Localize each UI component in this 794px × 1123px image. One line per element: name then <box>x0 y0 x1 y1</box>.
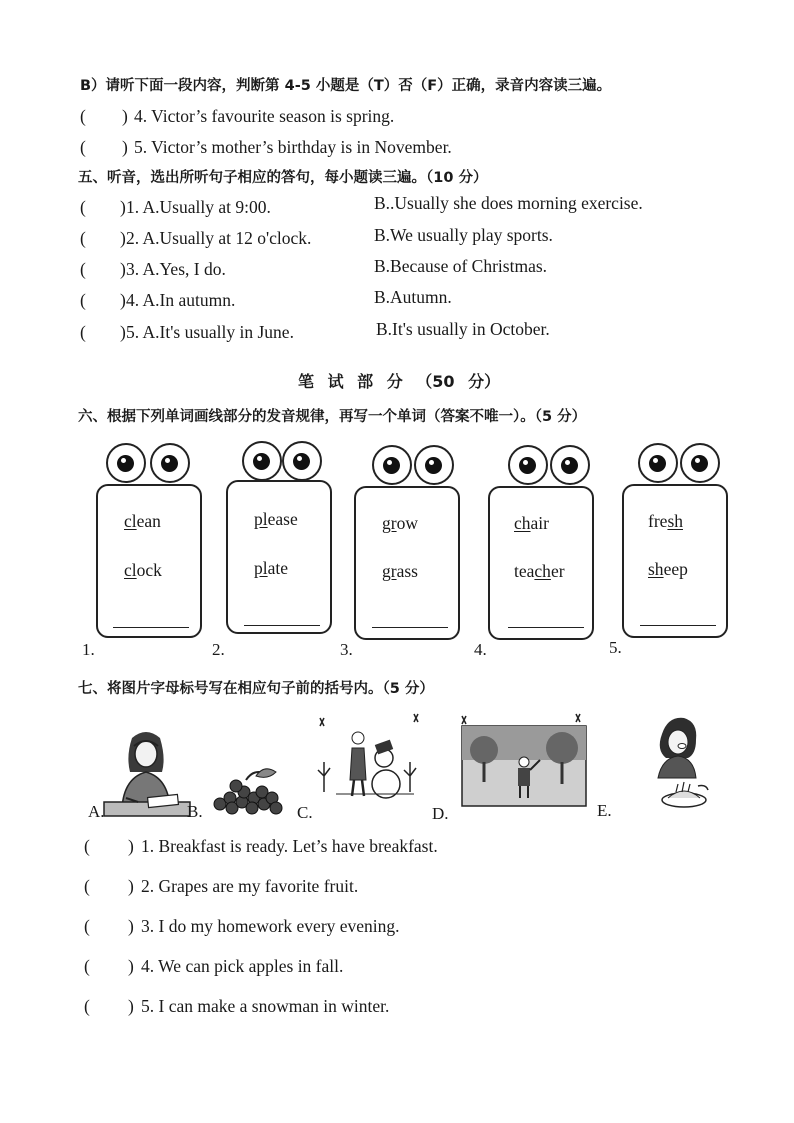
underlined-letters: pl <box>254 509 268 529</box>
eye-icon <box>508 445 548 485</box>
statement-text: 4. Victor’s favourite season is spring. <box>134 106 395 126</box>
answer-paren-close: ) <box>128 916 134 936</box>
answer-blank[interactable] <box>113 627 189 628</box>
card-number: 4. <box>474 640 487 659</box>
answer-paren-open: ( <box>80 290 86 310</box>
word-card <box>226 480 332 634</box>
underlined-letters: pl <box>254 558 268 578</box>
answer-paren-close: ) <box>128 996 134 1016</box>
answer-paren-close: ) <box>128 956 134 976</box>
grapes-picture <box>206 766 290 816</box>
example-word: chair <box>514 513 549 533</box>
eye-icon <box>372 445 412 485</box>
eye-icon <box>638 443 678 483</box>
answer-paren-open: ( <box>80 197 86 217</box>
picking-apples-picture <box>458 712 590 810</box>
eye-icon <box>414 445 454 485</box>
card-number: 3. <box>340 640 353 659</box>
picture-letter-d: D. <box>432 804 449 823</box>
eye-icon <box>242 441 282 481</box>
option-b: B.Autumn. <box>374 287 452 307</box>
underlined-letters: ch <box>534 561 551 581</box>
option-a: 1. A.Usually at 9:00. <box>126 197 271 217</box>
underlined-letters: ch <box>514 513 531 533</box>
answer-paren-open: ( <box>80 259 86 279</box>
example-word: grow <box>382 513 418 533</box>
option-a: 2. A.Usually at 12 o'clock. <box>126 228 312 248</box>
answer-paren-close: ) <box>122 137 128 157</box>
eye-icon <box>106 443 146 483</box>
option-a: 3. A.Yes, I do. <box>126 259 226 279</box>
answer-paren-open: ( <box>84 996 90 1016</box>
answer-paren-close: ) <box>128 836 134 856</box>
underlined-letters: gr <box>382 561 397 581</box>
eye-icon <box>680 443 720 483</box>
underlined-letters: cl <box>124 560 137 580</box>
example-word: plate <box>254 558 289 578</box>
answer-paren-close: ) <box>120 322 126 342</box>
example-word: teacher <box>514 561 565 581</box>
sentence-text: 4. We can pick apples in fall. <box>141 956 344 976</box>
example-word: clean <box>124 511 161 531</box>
picture-letter-b: B. <box>187 802 203 821</box>
answer-paren-close: ) <box>120 228 126 248</box>
answer-paren-close: ) <box>128 876 134 896</box>
answer-paren-open: ( <box>80 106 86 126</box>
section-4b-heading: B）请听下面一段内容，判断第 4-5 小题是（T）否（F）正确，录音内容读三遍。 <box>80 78 612 94</box>
answer-paren-close: ) <box>120 290 126 310</box>
answer-paren-open: ( <box>84 836 90 856</box>
underlined-letters: sh <box>667 511 683 531</box>
underlined-letters: cl <box>124 511 137 531</box>
picture-letter-e: E. <box>597 801 612 820</box>
snowman-picture <box>314 712 432 804</box>
statement-text: 5. Victor’s mother’s birthday is in November. <box>134 137 452 157</box>
answer-paren-close: ) <box>120 197 126 217</box>
option-b: B.Because of Christmas. <box>374 256 548 276</box>
sentence-text: 5. I can make a snowman in winter. <box>141 996 390 1016</box>
sentence-text: 1. Breakfast is ready. Let’s have breakfast. <box>141 836 438 856</box>
example-word: fresh <box>648 511 683 531</box>
sentence-text: 3. I do my homework every evening. <box>141 916 400 936</box>
example-word: clock <box>124 560 162 580</box>
answer-blank[interactable] <box>640 625 716 626</box>
answer-paren-open: ( <box>80 322 86 342</box>
card-number: 1. <box>82 640 95 659</box>
eye-icon <box>282 441 322 481</box>
underlined-letters: sh <box>648 559 664 579</box>
answer-blank[interactable] <box>508 627 584 628</box>
section-7-heading: 七、将图片字母标号写在相应句子前的括号内。（5 分） <box>78 681 434 697</box>
card-number: 2. <box>212 640 225 659</box>
option-b: B.It's usually in October. <box>376 319 550 339</box>
answer-blank[interactable] <box>372 627 448 628</box>
girl-doing-homework-picture <box>96 728 192 820</box>
answer-paren-close: ) <box>122 106 128 126</box>
picture-letter-a: A. <box>88 802 105 821</box>
eye-icon <box>150 443 190 483</box>
option-b: B.We usually play sports. <box>374 225 553 245</box>
picture-letter-c: C. <box>297 803 313 822</box>
underlined-letters: gr <box>382 513 397 533</box>
answer-blank[interactable] <box>244 625 320 626</box>
girl-with-breakfast-picture <box>648 714 714 816</box>
example-word: please <box>254 509 298 529</box>
example-word: sheep <box>648 559 688 579</box>
written-part-title: 笔 试 部 分 （50 分） <box>298 372 501 391</box>
sentence-text: 2. Grapes are my favorite fruit. <box>141 876 359 896</box>
option-a: 5. A.It's usually in June. <box>126 322 294 342</box>
section-5-heading: 五、听音，选出所听句子相应的答句，每小题读三遍。（10 分） <box>78 170 488 186</box>
answer-paren-open: ( <box>84 956 90 976</box>
answer-paren-open: ( <box>84 876 90 896</box>
answer-paren-open: ( <box>80 228 86 248</box>
answer-paren-open: ( <box>84 916 90 936</box>
answer-paren-close: ) <box>120 259 126 279</box>
example-word: grass <box>382 561 418 581</box>
card-number: 5. <box>609 638 622 657</box>
option-a: 4. A.In autumn. <box>126 290 236 310</box>
answer-paren-open: ( <box>80 137 86 157</box>
option-b: B..Usually she does morning exercise. <box>374 193 643 213</box>
section-6-heading: 六、根据下列单词画线部分的发音规律，再写一个单词（答案不唯一）。（5 分） <box>78 409 587 425</box>
eye-icon <box>550 445 590 485</box>
